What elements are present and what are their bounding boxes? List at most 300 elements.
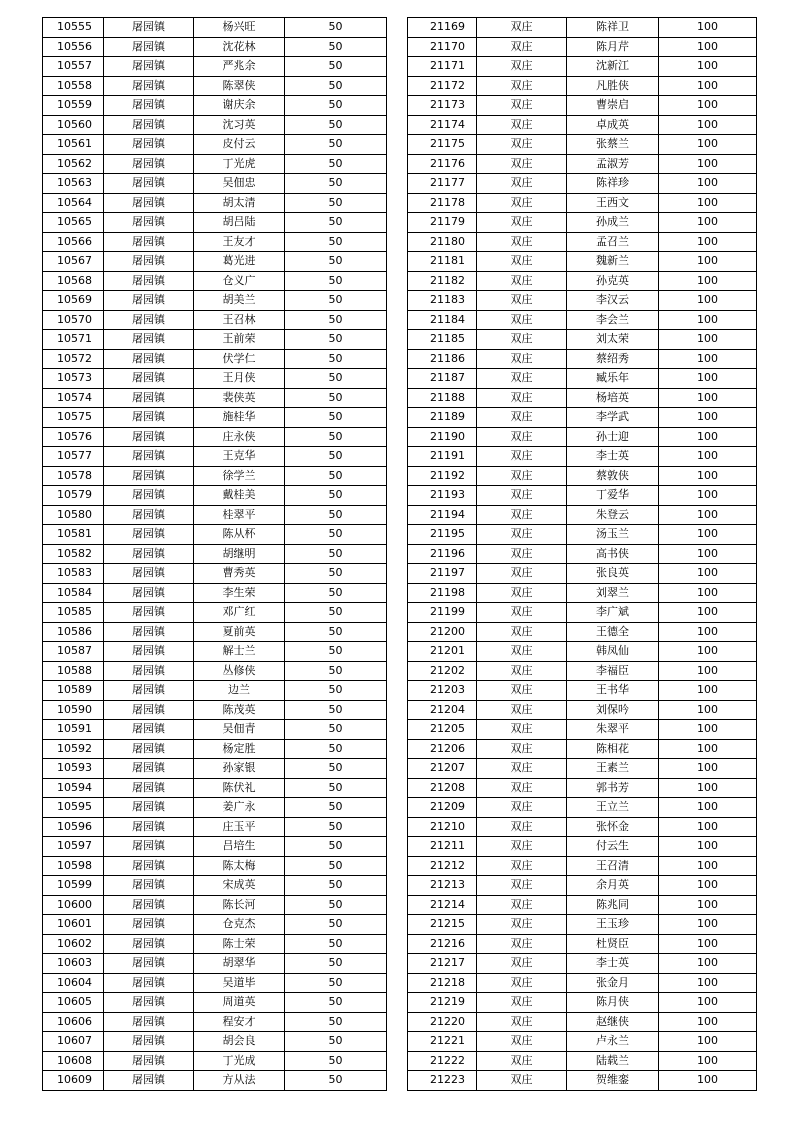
id-cell: 21184 (408, 310, 477, 330)
table-row (408, 330, 757, 350)
name-cell: 王立兰 (567, 798, 659, 818)
amount-cell: 50 (285, 759, 387, 779)
id-cell: 10602 (43, 934, 104, 954)
name-cell: 徐学兰 (194, 466, 285, 486)
amount-cell: 100 (659, 349, 757, 369)
name-cell: 伏学仁 (194, 349, 285, 369)
town-cell: 双庄 (477, 252, 567, 272)
table-row (43, 1032, 387, 1052)
name-cell: 李广斌 (567, 603, 659, 623)
id-cell: 10609 (43, 1071, 104, 1091)
name-cell: 解士兰 (194, 642, 285, 662)
id-cell: 10605 (43, 993, 104, 1013)
amount-cell: 100 (659, 583, 757, 603)
table-row (408, 115, 757, 135)
amount-cell: 50 (285, 193, 387, 213)
town-cell: 屠园镇 (104, 1032, 194, 1052)
town-cell: 屠园镇 (104, 915, 194, 935)
id-cell: 21198 (408, 583, 477, 603)
town-cell: 屠园镇 (104, 76, 194, 96)
table-row (43, 369, 387, 389)
table-row (408, 700, 757, 720)
amount-cell: 50 (285, 642, 387, 662)
town-cell: 屠园镇 (104, 427, 194, 447)
amount-cell: 100 (659, 544, 757, 564)
name-cell: 李汉云 (567, 291, 659, 311)
id-cell: 10598 (43, 856, 104, 876)
name-cell: 杜贤臣 (567, 934, 659, 954)
amount-cell: 100 (659, 564, 757, 584)
table-row (408, 232, 757, 252)
name-cell: 仓义广 (194, 271, 285, 291)
town-cell: 双庄 (477, 57, 567, 77)
id-cell: 10562 (43, 154, 104, 174)
amount-cell: 50 (285, 856, 387, 876)
amount-cell: 50 (285, 427, 387, 447)
id-cell: 21213 (408, 876, 477, 896)
table-row (408, 369, 757, 389)
amount-cell: 100 (659, 778, 757, 798)
town-cell: 屠园镇 (104, 876, 194, 896)
id-cell: 21195 (408, 525, 477, 545)
table-row (408, 213, 757, 233)
amount-cell: 100 (659, 622, 757, 642)
table-row (408, 37, 757, 57)
id-cell: 10570 (43, 310, 104, 330)
id-cell: 10591 (43, 720, 104, 740)
name-cell: 卢永兰 (567, 1032, 659, 1052)
table-row (408, 388, 757, 408)
amount-cell: 100 (659, 973, 757, 993)
amount-cell: 50 (285, 505, 387, 525)
town-cell: 双庄 (477, 96, 567, 116)
table-row (43, 661, 387, 681)
id-cell: 10573 (43, 369, 104, 389)
id-cell: 21173 (408, 96, 477, 116)
id-cell: 10575 (43, 408, 104, 428)
town-cell: 双庄 (477, 18, 567, 38)
town-cell: 双庄 (477, 622, 567, 642)
town-cell: 双庄 (477, 388, 567, 408)
id-cell: 10564 (43, 193, 104, 213)
id-cell: 10590 (43, 700, 104, 720)
name-cell: 陈伏礼 (194, 778, 285, 798)
table-row (43, 817, 387, 837)
town-cell: 屠园镇 (104, 193, 194, 213)
table-row (43, 96, 387, 116)
amount-cell: 100 (659, 115, 757, 135)
table-row (43, 739, 387, 759)
id-cell: 21186 (408, 349, 477, 369)
id-cell: 21182 (408, 271, 477, 291)
table-row (43, 798, 387, 818)
town-cell: 双庄 (477, 1032, 567, 1052)
name-cell: 陈翠侠 (194, 76, 285, 96)
town-cell: 屠园镇 (104, 388, 194, 408)
id-cell: 21211 (408, 837, 477, 857)
id-cell: 10567 (43, 252, 104, 272)
table-row (408, 622, 757, 642)
id-cell: 10597 (43, 837, 104, 857)
name-cell: 贺维銮 (567, 1071, 659, 1091)
town-cell: 屠园镇 (104, 213, 194, 233)
town-cell: 屠园镇 (104, 759, 194, 779)
amount-cell: 50 (285, 369, 387, 389)
name-cell: 孟召兰 (567, 232, 659, 252)
table-row (43, 76, 387, 96)
town-cell: 屠园镇 (104, 447, 194, 467)
table-row (408, 427, 757, 447)
amount-cell: 100 (659, 798, 757, 818)
name-cell: 朱登云 (567, 505, 659, 525)
name-cell: 曹崇启 (567, 96, 659, 116)
town-cell: 双庄 (477, 310, 567, 330)
name-cell: 丁爱华 (567, 486, 659, 506)
name-cell: 臧乐年 (567, 369, 659, 389)
name-cell: 胡继明 (194, 544, 285, 564)
table-row (408, 466, 757, 486)
id-cell: 21212 (408, 856, 477, 876)
town-cell: 双庄 (477, 876, 567, 896)
town-cell: 双庄 (477, 1012, 567, 1032)
name-cell: 李士英 (567, 447, 659, 467)
table-row (43, 837, 387, 857)
name-cell: 赵继侠 (567, 1012, 659, 1032)
name-cell: 谢庆余 (194, 96, 285, 116)
amount-cell: 100 (659, 388, 757, 408)
amount-cell: 50 (285, 739, 387, 759)
table-row (43, 57, 387, 77)
table-row (43, 934, 387, 954)
town-cell: 屠园镇 (104, 583, 194, 603)
town-cell: 屠园镇 (104, 271, 194, 291)
town-cell: 双庄 (477, 271, 567, 291)
amount-cell: 100 (659, 486, 757, 506)
town-cell: 双庄 (477, 1071, 567, 1091)
table-row (408, 1071, 757, 1091)
amount-cell: 100 (659, 232, 757, 252)
table-row (43, 603, 387, 623)
table-row (43, 232, 387, 252)
town-cell: 屠园镇 (104, 817, 194, 837)
name-cell: 陈月侠 (567, 993, 659, 1013)
name-cell: 陈从杯 (194, 525, 285, 545)
town-cell: 屠园镇 (104, 466, 194, 486)
amount-cell: 100 (659, 817, 757, 837)
amount-cell: 100 (659, 525, 757, 545)
amount-cell: 100 (659, 1051, 757, 1071)
name-cell: 郭书芳 (567, 778, 659, 798)
name-cell: 吴佃青 (194, 720, 285, 740)
amount-cell: 100 (659, 135, 757, 155)
table-row (408, 661, 757, 681)
name-cell: 庄玉平 (194, 817, 285, 837)
name-cell: 边兰 (194, 681, 285, 701)
amount-cell: 50 (285, 252, 387, 272)
table-row (43, 447, 387, 467)
table-row (408, 1051, 757, 1071)
name-cell: 戴桂美 (194, 486, 285, 506)
table-row (43, 115, 387, 135)
id-cell: 21196 (408, 544, 477, 564)
town-cell: 屠园镇 (104, 661, 194, 681)
name-cell: 凡胜侠 (567, 76, 659, 96)
amount-cell: 50 (285, 1051, 387, 1071)
amount-cell: 100 (659, 369, 757, 389)
table-row (43, 271, 387, 291)
town-cell: 屠园镇 (104, 700, 194, 720)
name-cell: 李福臣 (567, 661, 659, 681)
town-cell: 双庄 (477, 798, 567, 818)
town-cell: 双庄 (477, 408, 567, 428)
town-cell: 双庄 (477, 564, 567, 584)
name-cell: 陈祥珍 (567, 174, 659, 194)
id-cell: 21221 (408, 1032, 477, 1052)
name-cell: 王召林 (194, 310, 285, 330)
name-cell: 余月英 (567, 876, 659, 896)
id-cell: 10579 (43, 486, 104, 506)
id-cell: 21174 (408, 115, 477, 135)
name-cell: 姜广永 (194, 798, 285, 818)
name-cell: 沈习英 (194, 115, 285, 135)
amount-cell: 50 (285, 37, 387, 57)
table-row (408, 876, 757, 896)
id-cell: 10603 (43, 954, 104, 974)
id-cell: 10607 (43, 1032, 104, 1052)
amount-cell: 50 (285, 778, 387, 798)
id-cell: 21170 (408, 37, 477, 57)
town-cell: 双庄 (477, 720, 567, 740)
table-row (43, 408, 387, 428)
table-row (43, 349, 387, 369)
town-cell: 屠园镇 (104, 115, 194, 135)
name-cell: 王西文 (567, 193, 659, 213)
name-cell: 曹秀英 (194, 564, 285, 584)
amount-cell: 50 (285, 232, 387, 252)
table-row (43, 1012, 387, 1032)
town-cell: 双庄 (477, 700, 567, 720)
name-cell: 付云生 (567, 837, 659, 857)
amount-cell: 50 (285, 135, 387, 155)
id-cell: 10599 (43, 876, 104, 896)
amount-cell: 50 (285, 447, 387, 467)
town-cell: 屠园镇 (104, 895, 194, 915)
town-cell: 双庄 (477, 895, 567, 915)
table-row (43, 642, 387, 662)
id-cell: 10557 (43, 57, 104, 77)
name-cell: 孙家银 (194, 759, 285, 779)
town-cell: 双庄 (477, 778, 567, 798)
amount-cell: 50 (285, 622, 387, 642)
id-cell: 10585 (43, 603, 104, 623)
left-table (42, 17, 387, 1091)
table-row (408, 544, 757, 564)
name-cell: 王德全 (567, 622, 659, 642)
name-cell: 李生荣 (194, 583, 285, 603)
amount-cell: 50 (285, 603, 387, 623)
id-cell: 10584 (43, 583, 104, 603)
amount-cell: 50 (285, 1012, 387, 1032)
amount-cell: 100 (659, 895, 757, 915)
table-row (408, 57, 757, 77)
id-cell: 21192 (408, 466, 477, 486)
table-row (43, 37, 387, 57)
town-cell: 双庄 (477, 447, 567, 467)
town-cell: 双庄 (477, 525, 567, 545)
name-cell: 沈花林 (194, 37, 285, 57)
amount-cell: 100 (659, 700, 757, 720)
table-row (43, 778, 387, 798)
name-cell: 刘翠兰 (567, 583, 659, 603)
table-row (408, 915, 757, 935)
name-cell: 沈新江 (567, 57, 659, 77)
name-cell: 吴佃忠 (194, 174, 285, 194)
town-cell: 双庄 (477, 369, 567, 389)
table-row (43, 856, 387, 876)
amount-cell: 50 (285, 798, 387, 818)
town-cell: 屠园镇 (104, 564, 194, 584)
name-cell: 孙士迎 (567, 427, 659, 447)
table-row (408, 349, 757, 369)
town-cell: 双庄 (477, 954, 567, 974)
table-row (43, 993, 387, 1013)
table-row (408, 837, 757, 857)
name-cell: 陈茂英 (194, 700, 285, 720)
town-cell: 双庄 (477, 837, 567, 857)
name-cell: 庄永侠 (194, 427, 285, 447)
id-cell: 10586 (43, 622, 104, 642)
town-cell: 双庄 (477, 817, 567, 837)
amount-cell: 100 (659, 310, 757, 330)
name-cell: 杨培英 (567, 388, 659, 408)
id-cell: 21223 (408, 1071, 477, 1091)
table-row (43, 681, 387, 701)
town-cell: 双庄 (477, 115, 567, 135)
id-cell: 10571 (43, 330, 104, 350)
town-cell: 屠园镇 (104, 1051, 194, 1071)
table-row (408, 817, 757, 837)
id-cell: 10595 (43, 798, 104, 818)
id-cell: 21202 (408, 661, 477, 681)
name-cell: 丁光成 (194, 1051, 285, 1071)
id-cell: 21188 (408, 388, 477, 408)
id-cell: 21200 (408, 622, 477, 642)
name-cell: 王书华 (567, 681, 659, 701)
amount-cell: 50 (285, 895, 387, 915)
amount-cell: 100 (659, 603, 757, 623)
town-cell: 屠园镇 (104, 408, 194, 428)
town-cell: 屠园镇 (104, 681, 194, 701)
town-cell: 双庄 (477, 856, 567, 876)
id-cell: 21201 (408, 642, 477, 662)
name-cell: 李学武 (567, 408, 659, 428)
amount-cell: 50 (285, 564, 387, 584)
amount-cell: 50 (285, 154, 387, 174)
town-cell: 屠园镇 (104, 603, 194, 623)
table-row (43, 154, 387, 174)
town-cell: 屠园镇 (104, 622, 194, 642)
id-cell: 10563 (43, 174, 104, 194)
town-cell: 屠园镇 (104, 252, 194, 272)
table-row (408, 447, 757, 467)
id-cell: 21214 (408, 895, 477, 915)
name-cell: 杨兴旺 (194, 18, 285, 38)
table-row (408, 193, 757, 213)
table-row (43, 193, 387, 213)
amount-cell: 50 (285, 681, 387, 701)
town-cell: 屠园镇 (104, 739, 194, 759)
town-cell: 屠园镇 (104, 642, 194, 662)
town-cell: 屠园镇 (104, 291, 194, 311)
town-cell: 屠园镇 (104, 856, 194, 876)
town-cell: 双庄 (477, 427, 567, 447)
id-cell: 10582 (43, 544, 104, 564)
id-cell: 10588 (43, 661, 104, 681)
table-row (408, 934, 757, 954)
id-cell: 10600 (43, 895, 104, 915)
name-cell: 王素兰 (567, 759, 659, 779)
id-cell: 21209 (408, 798, 477, 818)
amount-cell: 100 (659, 993, 757, 1013)
id-cell: 21177 (408, 174, 477, 194)
right-table (407, 17, 757, 1091)
amount-cell: 100 (659, 37, 757, 57)
table-row (408, 486, 757, 506)
id-cell: 10583 (43, 564, 104, 584)
amount-cell: 50 (285, 388, 387, 408)
name-cell: 桂翠平 (194, 505, 285, 525)
town-cell: 双庄 (477, 603, 567, 623)
table-row (408, 778, 757, 798)
table-row (43, 252, 387, 272)
amount-cell: 100 (659, 876, 757, 896)
town-cell: 双庄 (477, 642, 567, 662)
amount-cell: 100 (659, 856, 757, 876)
name-cell: 杨定胜 (194, 739, 285, 759)
amount-cell: 50 (285, 915, 387, 935)
name-cell: 张怀金 (567, 817, 659, 837)
amount-cell: 100 (659, 466, 757, 486)
amount-cell: 50 (285, 837, 387, 857)
name-cell: 胡太清 (194, 193, 285, 213)
amount-cell: 50 (285, 213, 387, 233)
table-row (408, 1012, 757, 1032)
amount-cell: 50 (285, 486, 387, 506)
name-cell: 张金月 (567, 973, 659, 993)
town-cell: 屠园镇 (104, 837, 194, 857)
name-cell: 刘太荣 (567, 330, 659, 350)
amount-cell: 100 (659, 837, 757, 857)
table-row (408, 720, 757, 740)
table-row (408, 18, 757, 38)
town-cell: 屠园镇 (104, 505, 194, 525)
amount-cell: 50 (285, 973, 387, 993)
town-cell: 双庄 (477, 349, 567, 369)
town-cell: 双庄 (477, 739, 567, 759)
id-cell: 21197 (408, 564, 477, 584)
left-table-body (43, 18, 387, 1091)
id-cell: 10577 (43, 447, 104, 467)
id-cell: 10559 (43, 96, 104, 116)
name-cell: 孙克英 (567, 271, 659, 291)
table-row (43, 915, 387, 935)
table-row (43, 486, 387, 506)
name-cell: 施桂华 (194, 408, 285, 428)
table-row (408, 76, 757, 96)
table-row (43, 18, 387, 38)
name-cell: 周道英 (194, 993, 285, 1013)
amount-cell: 100 (659, 18, 757, 38)
